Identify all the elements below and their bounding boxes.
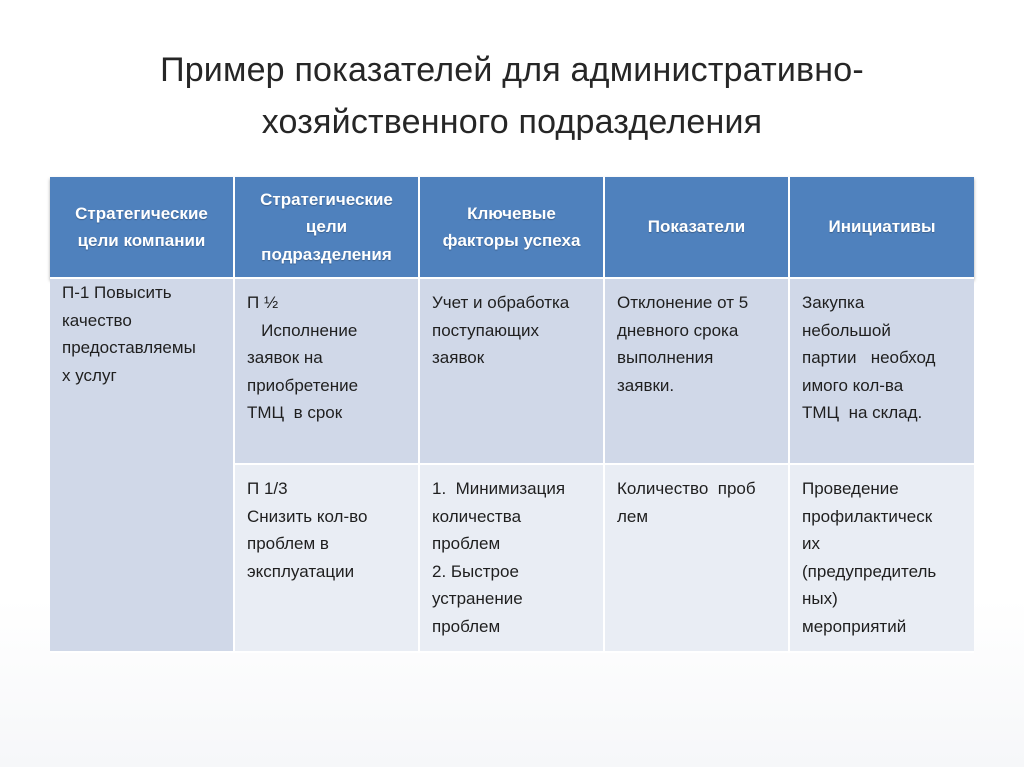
cell-text: их — [802, 534, 820, 553]
cell-text: предоставляемы — [62, 338, 196, 357]
cell-text: ных) — [802, 589, 838, 608]
table-row — [50, 279, 974, 465]
cell-text: Закупка — [802, 293, 865, 312]
cell-text: Количество проб — [617, 479, 756, 498]
company-goal-cell — [50, 279, 235, 653]
header-unit-goals — [235, 177, 420, 279]
initiatives-cell — [790, 465, 974, 653]
indicators-cell — [605, 279, 790, 465]
initiatives-cell — [790, 279, 974, 465]
key-factors-cell — [420, 279, 605, 465]
cell-text: заявок — [432, 348, 485, 367]
header-initiatives — [790, 177, 974, 279]
header-text: Ключевые — [467, 203, 556, 223]
cell-text: П-1 Повысить — [62, 283, 172, 302]
cell-text: эксплуатации — [247, 561, 355, 581]
cell-text: Проведение — [802, 479, 899, 498]
header-text: Стратегические — [260, 189, 393, 209]
cell-text: проблем — [432, 616, 501, 636]
header-indicators — [605, 177, 790, 279]
cell-text: ТМЦ в срок — [247, 403, 343, 422]
cell-text: небольшой — [802, 320, 891, 340]
cell-text: 1. Минимизация — [432, 479, 566, 498]
unit-goal-cell — [235, 465, 420, 653]
cell-text: мероприятий — [802, 616, 907, 636]
cell-text: поступающих — [432, 320, 540, 340]
header-text: цели — [305, 217, 348, 237]
cell-text: партии необход — [802, 348, 936, 367]
cell-text: Отклонение от 5 — [617, 293, 749, 312]
header-company-goals — [50, 177, 235, 279]
cell-text: проблем в — [247, 534, 329, 553]
cell-text: выполнения — [617, 348, 714, 367]
cell-text: П ½ — [247, 293, 279, 312]
header-text: цели компании — [77, 231, 206, 250]
indicators-cell — [605, 465, 790, 653]
cell-text: лем — [617, 506, 649, 526]
cell-text: дневного срока — [617, 320, 739, 340]
slide-title — [60, 44, 964, 148]
unit-goal-cell — [235, 279, 420, 465]
cell-text: качество — [62, 310, 132, 330]
cell-text: Снизить кол-во — [247, 506, 368, 526]
cell-text: П 1/3 — [247, 479, 288, 498]
slide-title-line-2: хозяйственного подразделения — [261, 103, 763, 141]
cell-text: заявок на — [247, 348, 323, 367]
key-factors-cell — [420, 465, 605, 653]
cell-text: Учет и обработка — [432, 293, 570, 312]
cell-text: 2. Быстрое — [432, 561, 519, 581]
cell-text: устранение — [432, 589, 523, 608]
header-text: Стратегические — [75, 203, 208, 223]
header-text: подразделения — [261, 244, 392, 264]
slide-title-line-1: Пример показателей для административно- — [160, 51, 864, 89]
header-text: Инициативы — [828, 217, 936, 237]
header-key-factors — [420, 177, 605, 279]
cell-text: профилактическ — [802, 506, 933, 526]
cell-text: проблем — [432, 534, 501, 553]
cell-text: Исполнение — [247, 320, 358, 340]
cell-text: заявки. — [617, 375, 675, 395]
table-header-row — [50, 177, 974, 279]
cell-text: х услуг — [62, 365, 117, 385]
cell-text: ТМЦ на склад. — [802, 403, 923, 422]
header-text: факторы успеха — [442, 231, 581, 250]
cell-text: (предупредитель — [802, 561, 937, 581]
kpi-table — [50, 177, 974, 653]
cell-text: приобретение — [247, 375, 359, 395]
cell-text: количества — [432, 506, 522, 526]
header-text: Показатели — [647, 217, 746, 237]
cell-text: имого кол-ва — [802, 375, 904, 395]
